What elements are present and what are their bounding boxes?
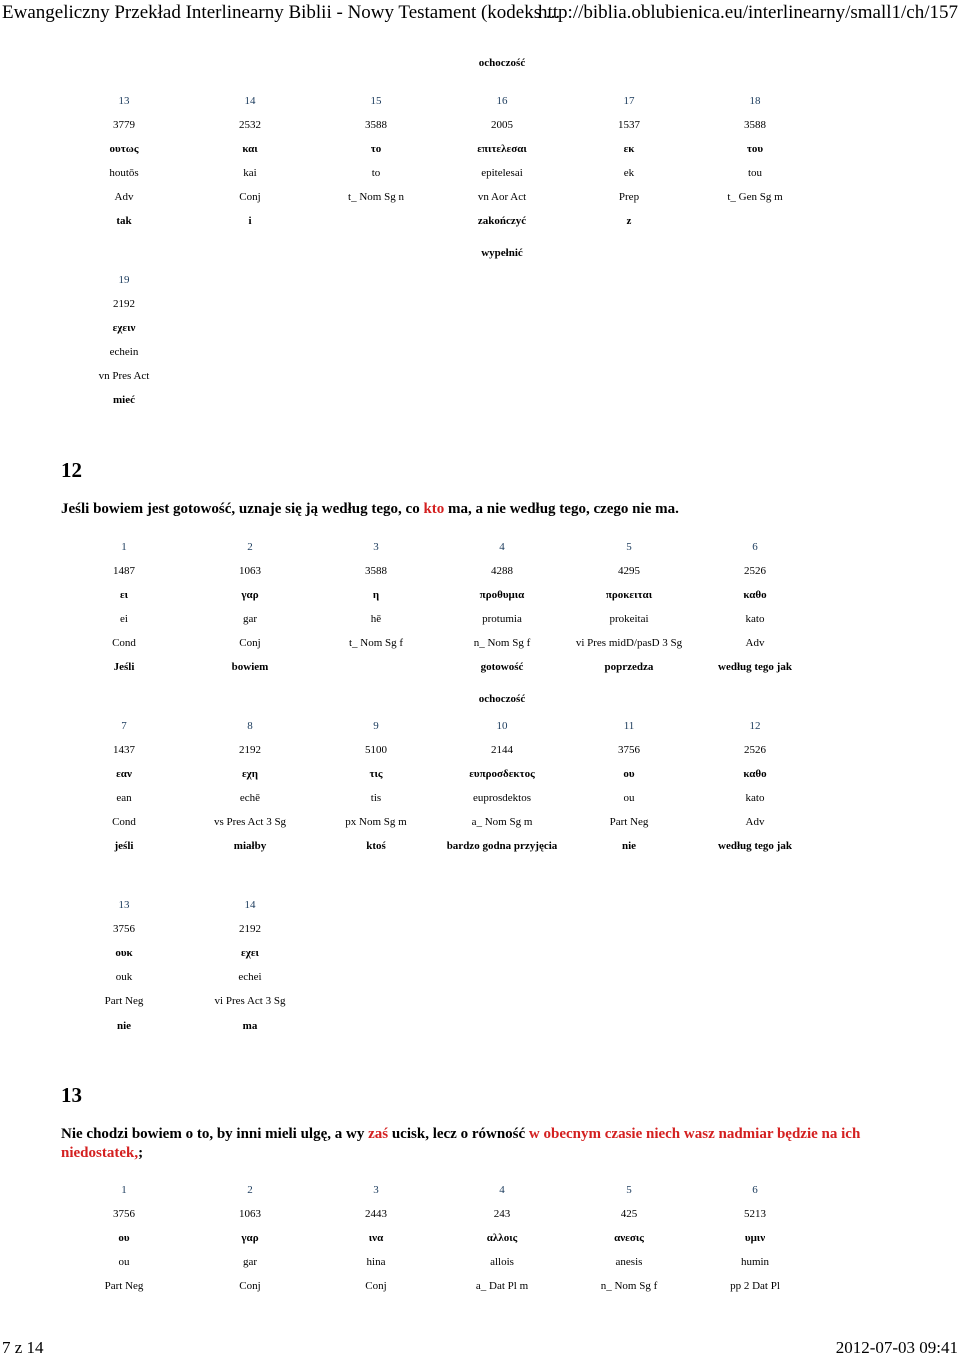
word-number-row: [0, 720, 960, 736]
greek-word[interactable]: το: [370, 143, 382, 155]
word-number: 6: [752, 1184, 758, 1196]
word-number-row: [0, 899, 960, 915]
morphology: Conj: [239, 191, 261, 203]
strong-number: 3588: [365, 565, 387, 577]
strong-number: 3756: [113, 1208, 135, 1220]
greek-word[interactable]: εαν: [116, 768, 132, 780]
greek-word[interactable]: γαρ: [241, 589, 259, 601]
transliteration: gar: [242, 613, 258, 625]
polish-translation[interactable]: bardzo godna przyjęcia: [446, 840, 558, 852]
greek-word[interactable]: επιτελεσαι: [477, 143, 527, 155]
transliteration: hina: [366, 1256, 386, 1268]
transliteration: ou: [623, 792, 635, 804]
morphology: vn Pres Act: [98, 370, 150, 382]
greek-word[interactable]: ουτως: [109, 143, 139, 155]
strong-number: 425: [620, 1208, 638, 1220]
word-number: 15: [370, 95, 382, 107]
greek-word[interactable]: και: [242, 143, 258, 155]
morphology-row: [0, 995, 960, 1011]
strong-number: 4295: [618, 565, 640, 577]
page-url[interactable]: http://biblia.oblubienica.eu/interlinearny/small1/ch/157: [537, 2, 958, 23]
morphology: vs Pres Act 3 Sg: [213, 816, 287, 828]
polish-translation[interactable]: bowiem: [231, 661, 269, 673]
transliteration-row: [0, 613, 960, 629]
morphology-row: [0, 816, 960, 832]
word-number: 17: [623, 95, 635, 107]
greek-word-row: [0, 768, 960, 784]
word-number: 5: [626, 1184, 632, 1196]
polish-translation-row: [0, 840, 960, 856]
polish-translation[interactable]: z: [626, 215, 632, 227]
transliteration: tis: [370, 792, 382, 804]
strong-number: 243: [493, 1208, 511, 1220]
greek-word[interactable]: καθο: [743, 768, 767, 780]
morphology: px Nom Sg m: [345, 816, 407, 828]
morphology: Adv: [745, 637, 765, 649]
strong-number: 2526: [744, 565, 766, 577]
word-number: 12: [749, 720, 761, 732]
strong-number: 1437: [113, 744, 135, 756]
verse-text-segment: Nie chodzi bowiem o to, by inni mieli ulgę, a wy: [61, 1126, 369, 1142]
morphology: t_ Nom Sg n: [348, 191, 404, 203]
word-number-row: [0, 95, 960, 111]
strong-number: 2192: [239, 744, 261, 756]
strong-number: 2005: [491, 119, 513, 131]
verse-number: 13: [61, 1083, 82, 1107]
transliteration: ek: [623, 167, 635, 179]
greek-word[interactable]: ινα: [368, 1232, 384, 1244]
verse-text-highlight: kto: [423, 501, 445, 517]
word-number: 4: [499, 1184, 505, 1196]
strong-number-row: [0, 923, 960, 939]
greek-word[interactable]: καθο: [743, 589, 767, 601]
greek-word[interactable]: του: [746, 143, 764, 155]
morphology: t_ Gen Sg m: [727, 191, 783, 203]
transliteration: kato: [745, 792, 765, 804]
polish-translation[interactable]: nie: [621, 840, 637, 852]
greek-word[interactable]: εχει: [241, 947, 259, 959]
word-number: 14: [244, 95, 256, 107]
greek-word-row: [0, 1232, 960, 1248]
transliteration: echei: [238, 971, 262, 983]
verse-text-segment: ma, a nie według tego, czego nie ma.: [444, 501, 679, 517]
polish-translation[interactable]: według tego jak: [718, 661, 792, 673]
strong-number: 2192: [239, 923, 261, 935]
transliteration: humin: [740, 1256, 770, 1268]
greek-word-row: [0, 947, 960, 963]
morphology: Part Neg: [609, 816, 649, 828]
greek-word-row: [0, 589, 960, 605]
transliteration: anesis: [615, 1256, 643, 1268]
transliteration: allois: [490, 1256, 514, 1268]
transliteration: houtōs: [109, 167, 139, 179]
transliteration: epitelesai: [481, 167, 523, 179]
strong-number: 3588: [365, 119, 387, 131]
greek-word[interactable]: ου: [623, 768, 635, 780]
greek-word[interactable]: ουκ: [115, 947, 133, 959]
transliteration: ean: [116, 792, 132, 804]
polish-translation[interactable]: i: [248, 215, 252, 227]
greek-word[interactable]: η: [372, 589, 380, 601]
verse-text-segment: Jeśli bowiem jest gotowość, uznaje się ją według tego, co: [61, 501, 424, 517]
transliteration: tou: [747, 167, 763, 179]
morphology: pp 2 Dat Pl: [730, 1280, 780, 1292]
greek-word[interactable]: αλλοις: [486, 1232, 518, 1244]
polish-alt-translation[interactable]: wypełnić: [481, 247, 523, 259]
greek-word[interactable]: εχη: [241, 768, 259, 780]
morphology: vi Pres midD/pasD 3 Sg: [575, 637, 683, 649]
morphology-row: [0, 191, 960, 207]
morphology: t_ Nom Sg f: [348, 637, 404, 649]
greek-word[interactable]: ει: [119, 589, 129, 601]
strong-number: 1487: [113, 565, 135, 577]
greek-word[interactable]: εκ: [623, 143, 635, 155]
transliteration: echē: [239, 792, 261, 804]
morphology: Conj: [239, 637, 261, 649]
morphology: Conj: [239, 1280, 261, 1292]
greek-word[interactable]: τις: [369, 768, 383, 780]
greek-word[interactable]: γαρ: [241, 1232, 259, 1244]
verse-text-highlight: zaś: [368, 1126, 389, 1142]
word-number: 3: [373, 541, 379, 553]
polish-translation[interactable]: tak: [116, 215, 132, 227]
morphology: Adv: [114, 191, 134, 203]
print-footer: [0, 1338, 960, 1357]
morphology: Part Neg: [104, 995, 144, 1007]
word-number: 3: [373, 1184, 379, 1196]
transliteration: kato: [745, 613, 765, 625]
strong-number-row: [0, 565, 960, 581]
word-number: 18: [749, 95, 761, 107]
word-number: 1: [121, 541, 127, 553]
word-number: 13: [118, 899, 130, 911]
strong-number: 5100: [365, 744, 387, 756]
polish-translation[interactable]: ktoś: [366, 840, 386, 852]
transliteration: hē: [370, 613, 382, 625]
word-number: 7: [121, 720, 127, 732]
morphology: a_ Nom Sg m: [471, 816, 533, 828]
word-number: 9: [373, 720, 379, 732]
word-number-row: [0, 274, 960, 290]
strong-number-row: [0, 744, 960, 760]
verse-text-segment: ucisk, lecz o równość: [388, 1126, 529, 1142]
polish-alt-translation[interactable]: ochoczość: [478, 693, 526, 705]
verse-text: [61, 500, 901, 519]
transliteration: protumia: [482, 613, 522, 625]
polish-alt-translation-row: [0, 693, 960, 709]
transliteration: to: [371, 167, 381, 179]
polish-translation-row: [0, 394, 960, 410]
polish-translation-row: [0, 215, 960, 231]
morphology: n_ Nom Sg f: [473, 637, 531, 649]
transliteration: ei: [120, 613, 128, 625]
morphology: vi Pres Act 3 Sg: [214, 995, 286, 1007]
page-title: Ewangeliczny Przekład Interlinearny Biblii - Nowy Testament (kodeks ...: [2, 2, 561, 23]
morphology-row: [0, 637, 960, 653]
morphology: Conj: [365, 1280, 387, 1292]
verse-number: 12: [61, 458, 82, 482]
polish-translation[interactable]: gotowość: [480, 661, 524, 673]
transliteration: prokeitai: [609, 613, 649, 625]
polish-translation[interactable]: ma: [242, 1020, 258, 1032]
strong-number: 4288: [491, 565, 513, 577]
strong-number: 2192: [113, 298, 135, 310]
transliteration: ou: [118, 1256, 130, 1268]
strong-number: 3756: [113, 923, 135, 935]
greek-word-row: [0, 143, 960, 159]
strong-number-row: [0, 1208, 960, 1224]
transliteration-row: [0, 1256, 960, 1272]
word-number: 1: [121, 1184, 127, 1196]
transliteration: ouk: [115, 971, 133, 983]
verse-text-highlight: w obecnym czasie niech wasz nadmiar będzie na ich niedostatek,: [61, 1126, 861, 1161]
word-number: 2: [247, 541, 253, 553]
verse-text-segment: ;: [138, 1145, 144, 1161]
polish-translation[interactable]: Jeśli: [113, 661, 135, 673]
greek-word[interactable]: προκειται: [605, 589, 653, 601]
strong-number: 5213: [744, 1208, 766, 1220]
morphology-row: [0, 1280, 960, 1296]
print-datetime: 2012-07-03 09:41: [835, 1338, 958, 1357]
word-number: 6: [752, 541, 758, 553]
transliteration-row: [0, 971, 960, 987]
strong-number: 2443: [365, 1208, 387, 1220]
transliteration: kai: [243, 167, 257, 179]
polish-translation-row: [0, 661, 960, 677]
morphology: Adv: [745, 816, 765, 828]
page-counter: 7 z 14: [2, 1338, 44, 1357]
polish-translation[interactable]: mieć: [113, 394, 135, 406]
word-number-row: [0, 1184, 960, 1200]
polish-translation[interactable]: jeśli: [114, 840, 134, 852]
strong-number: 1537: [618, 119, 640, 131]
morphology: Cond: [112, 816, 136, 828]
greek-word[interactable]: ανεσις: [614, 1232, 644, 1244]
strong-number: 1063: [239, 565, 261, 577]
morphology-row: [0, 370, 960, 386]
word-number: 5: [626, 541, 632, 553]
verse-text: [61, 1125, 901, 1163]
strong-number: 3756: [618, 744, 640, 756]
print-header: [0, 0, 960, 30]
polish-translation[interactable]: według tego jak: [718, 840, 792, 852]
morphology: n_ Nom Sg f: [600, 1280, 658, 1292]
transliteration-row: [0, 167, 960, 183]
strong-number: 2532: [239, 119, 261, 131]
strong-number: 1063: [239, 1208, 261, 1220]
polish-alt-translation-row: [0, 57, 960, 73]
transliteration-row: [0, 346, 960, 362]
word-number-row: [0, 541, 960, 557]
strong-number: 3588: [744, 119, 766, 131]
word-number: 19: [118, 274, 130, 286]
polish-alt-translation-row: [0, 247, 960, 263]
strong-number-row: [0, 298, 960, 314]
strong-number: 3779: [113, 119, 135, 131]
polish-translation[interactable]: zakończyć: [477, 215, 527, 227]
transliteration: gar: [242, 1256, 258, 1268]
transliteration: euprosdektos: [472, 792, 532, 804]
polish-translation[interactable]: miałby: [233, 840, 267, 852]
greek-word[interactable]: υμιν: [744, 1232, 766, 1244]
morphology: Cond: [112, 637, 136, 649]
word-number: 11: [623, 720, 635, 732]
morphology: a_ Dat Pl m: [475, 1280, 529, 1292]
word-number: 8: [247, 720, 253, 732]
greek-word[interactable]: ευπροσδεκτος: [469, 768, 535, 780]
word-number: 4: [499, 541, 505, 553]
transliteration: echein: [109, 346, 139, 358]
word-number: 10: [496, 720, 508, 732]
greek-word[interactable]: ου: [118, 1232, 130, 1244]
strong-number-row: [0, 119, 960, 135]
morphology: Part Neg: [104, 1280, 144, 1292]
word-number: 13: [118, 95, 130, 107]
word-number: 2: [247, 1184, 253, 1196]
polish-translation[interactable]: poprzedza: [604, 661, 654, 673]
polish-translation[interactable]: nie: [116, 1020, 132, 1032]
word-number: 14: [244, 899, 256, 911]
morphology: vn Aor Act: [477, 191, 527, 203]
transliteration-row: [0, 792, 960, 808]
greek-word[interactable]: προθυμια: [479, 589, 525, 601]
strong-number: 2144: [491, 744, 513, 756]
greek-word[interactable]: εχειν: [112, 322, 136, 334]
strong-number: 2526: [744, 744, 766, 756]
morphology: Prep: [618, 191, 640, 203]
word-number: 16: [496, 95, 508, 107]
greek-word-row: [0, 322, 960, 338]
polish-translation-row: [0, 1020, 960, 1036]
polish-alt-translation[interactable]: ochoczość: [478, 57, 526, 69]
